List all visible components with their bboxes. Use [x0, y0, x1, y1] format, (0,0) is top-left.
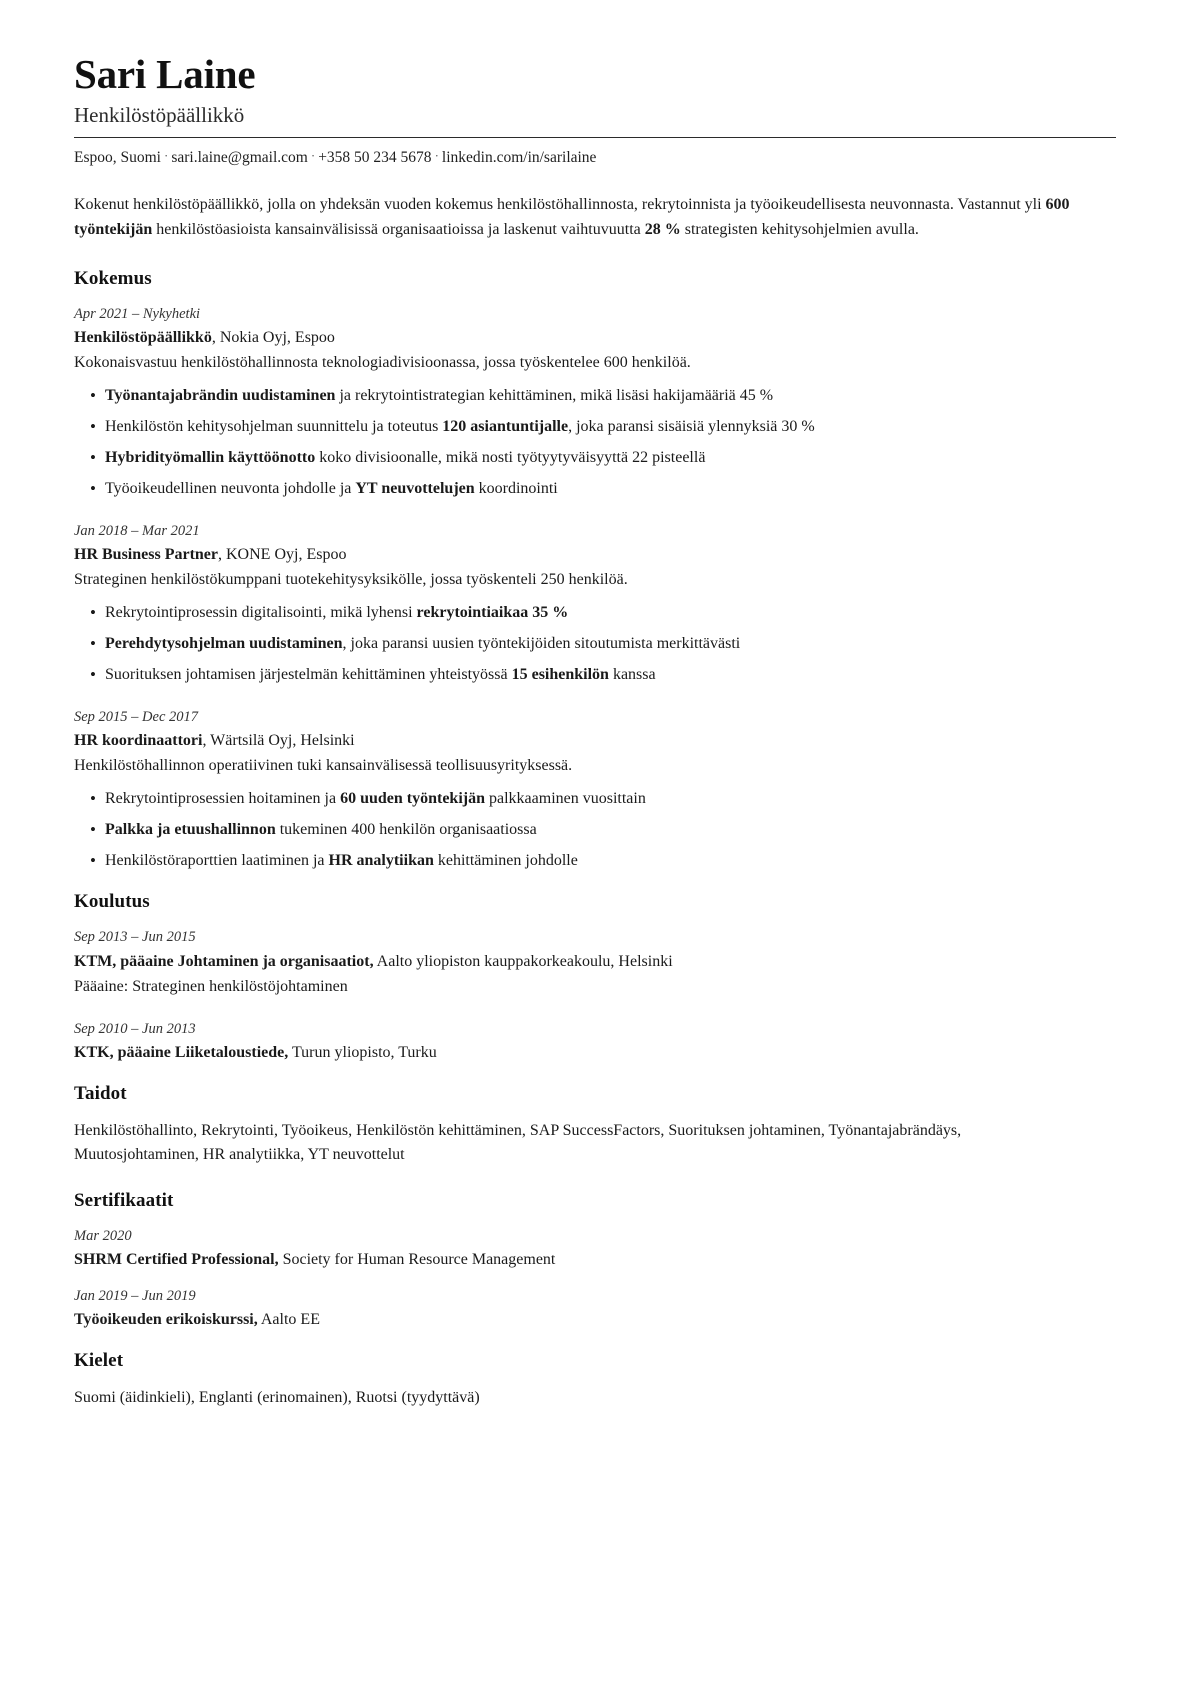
entry-degree: KTM, pääaine Johtaminen ja organisaatiot, [74, 952, 374, 970]
bullet-text: kanssa [608, 666, 656, 684]
section-title-experience: Kokemus [74, 268, 152, 290]
entry-company: , KONE Oyj, Espoo [218, 546, 347, 564]
bullet-bold-lead: Palkka ja etuushallinnon [105, 821, 276, 839]
bullet-text-pre: Henkilöstöraporttien laatiminen ja [105, 852, 329, 870]
bullet-text-pre: Rekrytointiprosessien hoitaminen ja [105, 790, 341, 808]
entry-date: Apr 2021 – Nykyhetki [74, 306, 201, 323]
entry-degree: KTK, pääaine Liiketaloustiede, [74, 1043, 289, 1061]
skills-list: Henkilöstöhallinto, Rekrytointi, Työoikeus, Henkilöstön kehittäminen, SAP SuccessFactors, Suorituksen johtaminen, Työnantajabrändäys, Muutosjohtaminen, HR analytiikka, YT neuvottelut [74, 1121, 962, 1164]
bullet-item [74, 849, 1116, 873]
entry-bullet-list [74, 787, 1116, 873]
entry-heading [74, 543, 1116, 567]
entry-bullet-list [74, 384, 1116, 501]
certificate-entry [74, 1226, 1116, 1272]
contact-separator-icon: · [310, 148, 316, 164]
header-divider [74, 137, 1116, 138]
bullet-text: koko divisioonalle, mikä nosti työtyytyväisyyttä 22 pisteellä [315, 449, 706, 467]
education-entry [74, 1019, 1116, 1065]
bullet-bold-lead: Perehdytysohjelman uudistaminen [105, 635, 343, 653]
candidate-name: Sari Laine [74, 51, 256, 97]
entry-institution: Aalto yliopiston kauppakorkeakoulu, Helsinki [373, 952, 673, 970]
contact-line [74, 147, 1116, 169]
entry-date: Jan 2019 – Jun 2019 [74, 1288, 196, 1305]
bullet-bold-mid: 15 esihenkilön [511, 666, 609, 684]
section-title-languages: Kielet [74, 1350, 124, 1372]
education-entry [74, 927, 1116, 998]
entry-heading [74, 1308, 1116, 1332]
certificate-issuer: Society for Human Resource Management [278, 1251, 556, 1269]
experience-entry [74, 304, 1116, 501]
bullet-item [74, 601, 1116, 625]
contact-linkedin[interactable]: linkedin.com/in/sarilaine [441, 149, 597, 167]
bullet-text-pre: Rekrytointiprosessin digitalisointi, mikä lyhensi [105, 604, 417, 622]
experience-entry [74, 521, 1116, 687]
entry-date: Mar 2020 [74, 1228, 132, 1245]
bullet-item [74, 787, 1116, 811]
entry-date: Jan 2018 – Mar 2021 [74, 523, 200, 540]
bullet-bold-mid: 60 uuden työntekijän [340, 790, 485, 808]
contact-phone[interactable]: +358 50 234 5678 [318, 149, 432, 167]
bullet-bold-mid: HR analytiikan [328, 852, 434, 870]
certificate-issuer: Aalto EE [257, 1311, 320, 1329]
professional-summary [74, 193, 1074, 243]
contact-email[interactable]: sari.laine@gmail.com [171, 149, 308, 167]
section-experience [74, 268, 1116, 873]
entry-description: Strateginen henkilöstökumppani tuotekehitysyksikölle, jossa työskenteli 250 henkilöä. [74, 571, 628, 589]
bullet-item [74, 663, 1116, 687]
entry-date: Sep 2010 – Jun 2013 [74, 1020, 196, 1037]
section-title-skills: Taidot [74, 1082, 127, 1104]
bullet-bold-mid: rekrytointiaikaa 35 % [416, 604, 569, 622]
bullet-bold-lead: Työnantajabrändin uudistaminen [105, 387, 336, 405]
entry-company: , Nokia Oyj, Espoo [211, 329, 335, 347]
summary-text-1: Kokenut henkilöstöpäällikkö, jolla on yhdeksän vuoden kokemus henkilöstöhallinnosta, rekrytoinnista ja työoikeudellisesta neuvonnasta. Vastannut yli [74, 195, 1046, 213]
section-title-certificates: Sertifikaatit [74, 1190, 174, 1212]
entry-institution: Turun yliopisto, Turku [288, 1043, 437, 1061]
entry-company: , Wärtsilä Oyj, Helsinki [202, 732, 355, 750]
certificate-entry [74, 1286, 1116, 1332]
entry-description: Kokonaisvastuu henkilöstöhallinnosta teknologiadivisioonassa, jossa työskentelee 600 henkilöä. [74, 354, 691, 372]
section-education [74, 891, 1116, 1064]
bullet-item [74, 384, 1116, 408]
bullet-bold-mid: 120 asiantuntijalle [442, 418, 569, 436]
entry-heading [74, 326, 1116, 350]
bullet-item [74, 446, 1116, 470]
contact-location: Espoo, Suomi [74, 149, 161, 167]
bullet-text-pre: Henkilöstön kehitysohjelman suunnittelu ja toteutus [105, 418, 443, 436]
entry-heading [74, 1041, 1116, 1065]
certificate-name: SHRM Certified Professional, [74, 1251, 279, 1269]
entry-bullet-list [74, 601, 1116, 687]
bullet-bold-mid: YT neuvottelujen [355, 480, 475, 498]
candidate-headline: Henkilöstöpäällikkö [74, 102, 245, 127]
summary-highlight-1: 600 työntekijän [74, 195, 1070, 238]
bullet-text-pre: Suorituksen johtamisen järjestelmän kehittäminen yhteistyössä [105, 666, 512, 684]
bullet-text: koordinointi [474, 480, 558, 498]
contact-separator-icon: · [434, 148, 439, 164]
contact-separator-icon: · [163, 148, 169, 164]
entry-description: Henkilöstöhallinnon operatiivinen tuki kansainvälisessä teollisuusyrityksessä. [74, 757, 573, 775]
summary-text-2: henkilöstöasioista kansainvälisissä organisaatioissa ja laskenut vaihtuvuutta [152, 220, 645, 238]
bullet-text: palkkaaminen vuosittain [485, 790, 646, 808]
bullet-bold-lead: Hybridityömallin käyttöönotto [105, 449, 316, 467]
entry-heading [74, 729, 1116, 753]
bullet-text: tukeminen 400 henkilön organisaatiossa [275, 821, 537, 839]
bullet-text: kehittäminen johdolle [433, 852, 578, 870]
bullet-item [74, 477, 1116, 501]
bullet-text: ja rekrytointistrategian kehittäminen, mikä lisäsi hakijamääriä 45 % [335, 387, 774, 405]
entry-note: Pääaine: Strateginen henkilöstöjohtaminen [74, 977, 348, 995]
resume-header [74, 52, 1116, 169]
experience-entry [74, 707, 1116, 873]
bullet-item [74, 415, 1116, 439]
summary-highlight-2: 28 % [644, 220, 681, 238]
entry-role: Henkilöstöpäällikkö [74, 329, 212, 347]
entry-date: Sep 2013 – Jun 2015 [74, 929, 196, 946]
bullet-text: , joka paransi uusien työntekijöiden sitoutumista merkittävästi [342, 635, 741, 653]
entry-heading [74, 950, 1116, 974]
bullet-item [74, 632, 1116, 656]
section-title-education: Koulutus [74, 891, 150, 913]
certificate-name: Työoikeuden erikoiskurssi, [74, 1311, 258, 1329]
bullet-item [74, 818, 1116, 842]
section-skills [74, 1083, 1116, 1169]
entry-date: Sep 2015 – Dec 2017 [74, 709, 199, 726]
languages-list: Suomi (äidinkieli), Englanti (erinomainen), Ruotsi (tyydyttävä) [74, 1389, 480, 1407]
entry-role: HR koordinaattori [74, 732, 203, 750]
entry-heading [74, 1248, 1116, 1272]
entry-role: HR Business Partner [74, 546, 218, 564]
summary-text-3: strategisten kehitysohjelmien avulla. [680, 220, 919, 238]
bullet-text: , joka paransi sisäisiä ylennyksiä 30 % [568, 418, 815, 436]
section-languages [74, 1350, 1116, 1411]
bullet-text-pre: Työoikeudellinen neuvonta johdolle ja [105, 480, 356, 498]
section-certificates [74, 1190, 1116, 1332]
